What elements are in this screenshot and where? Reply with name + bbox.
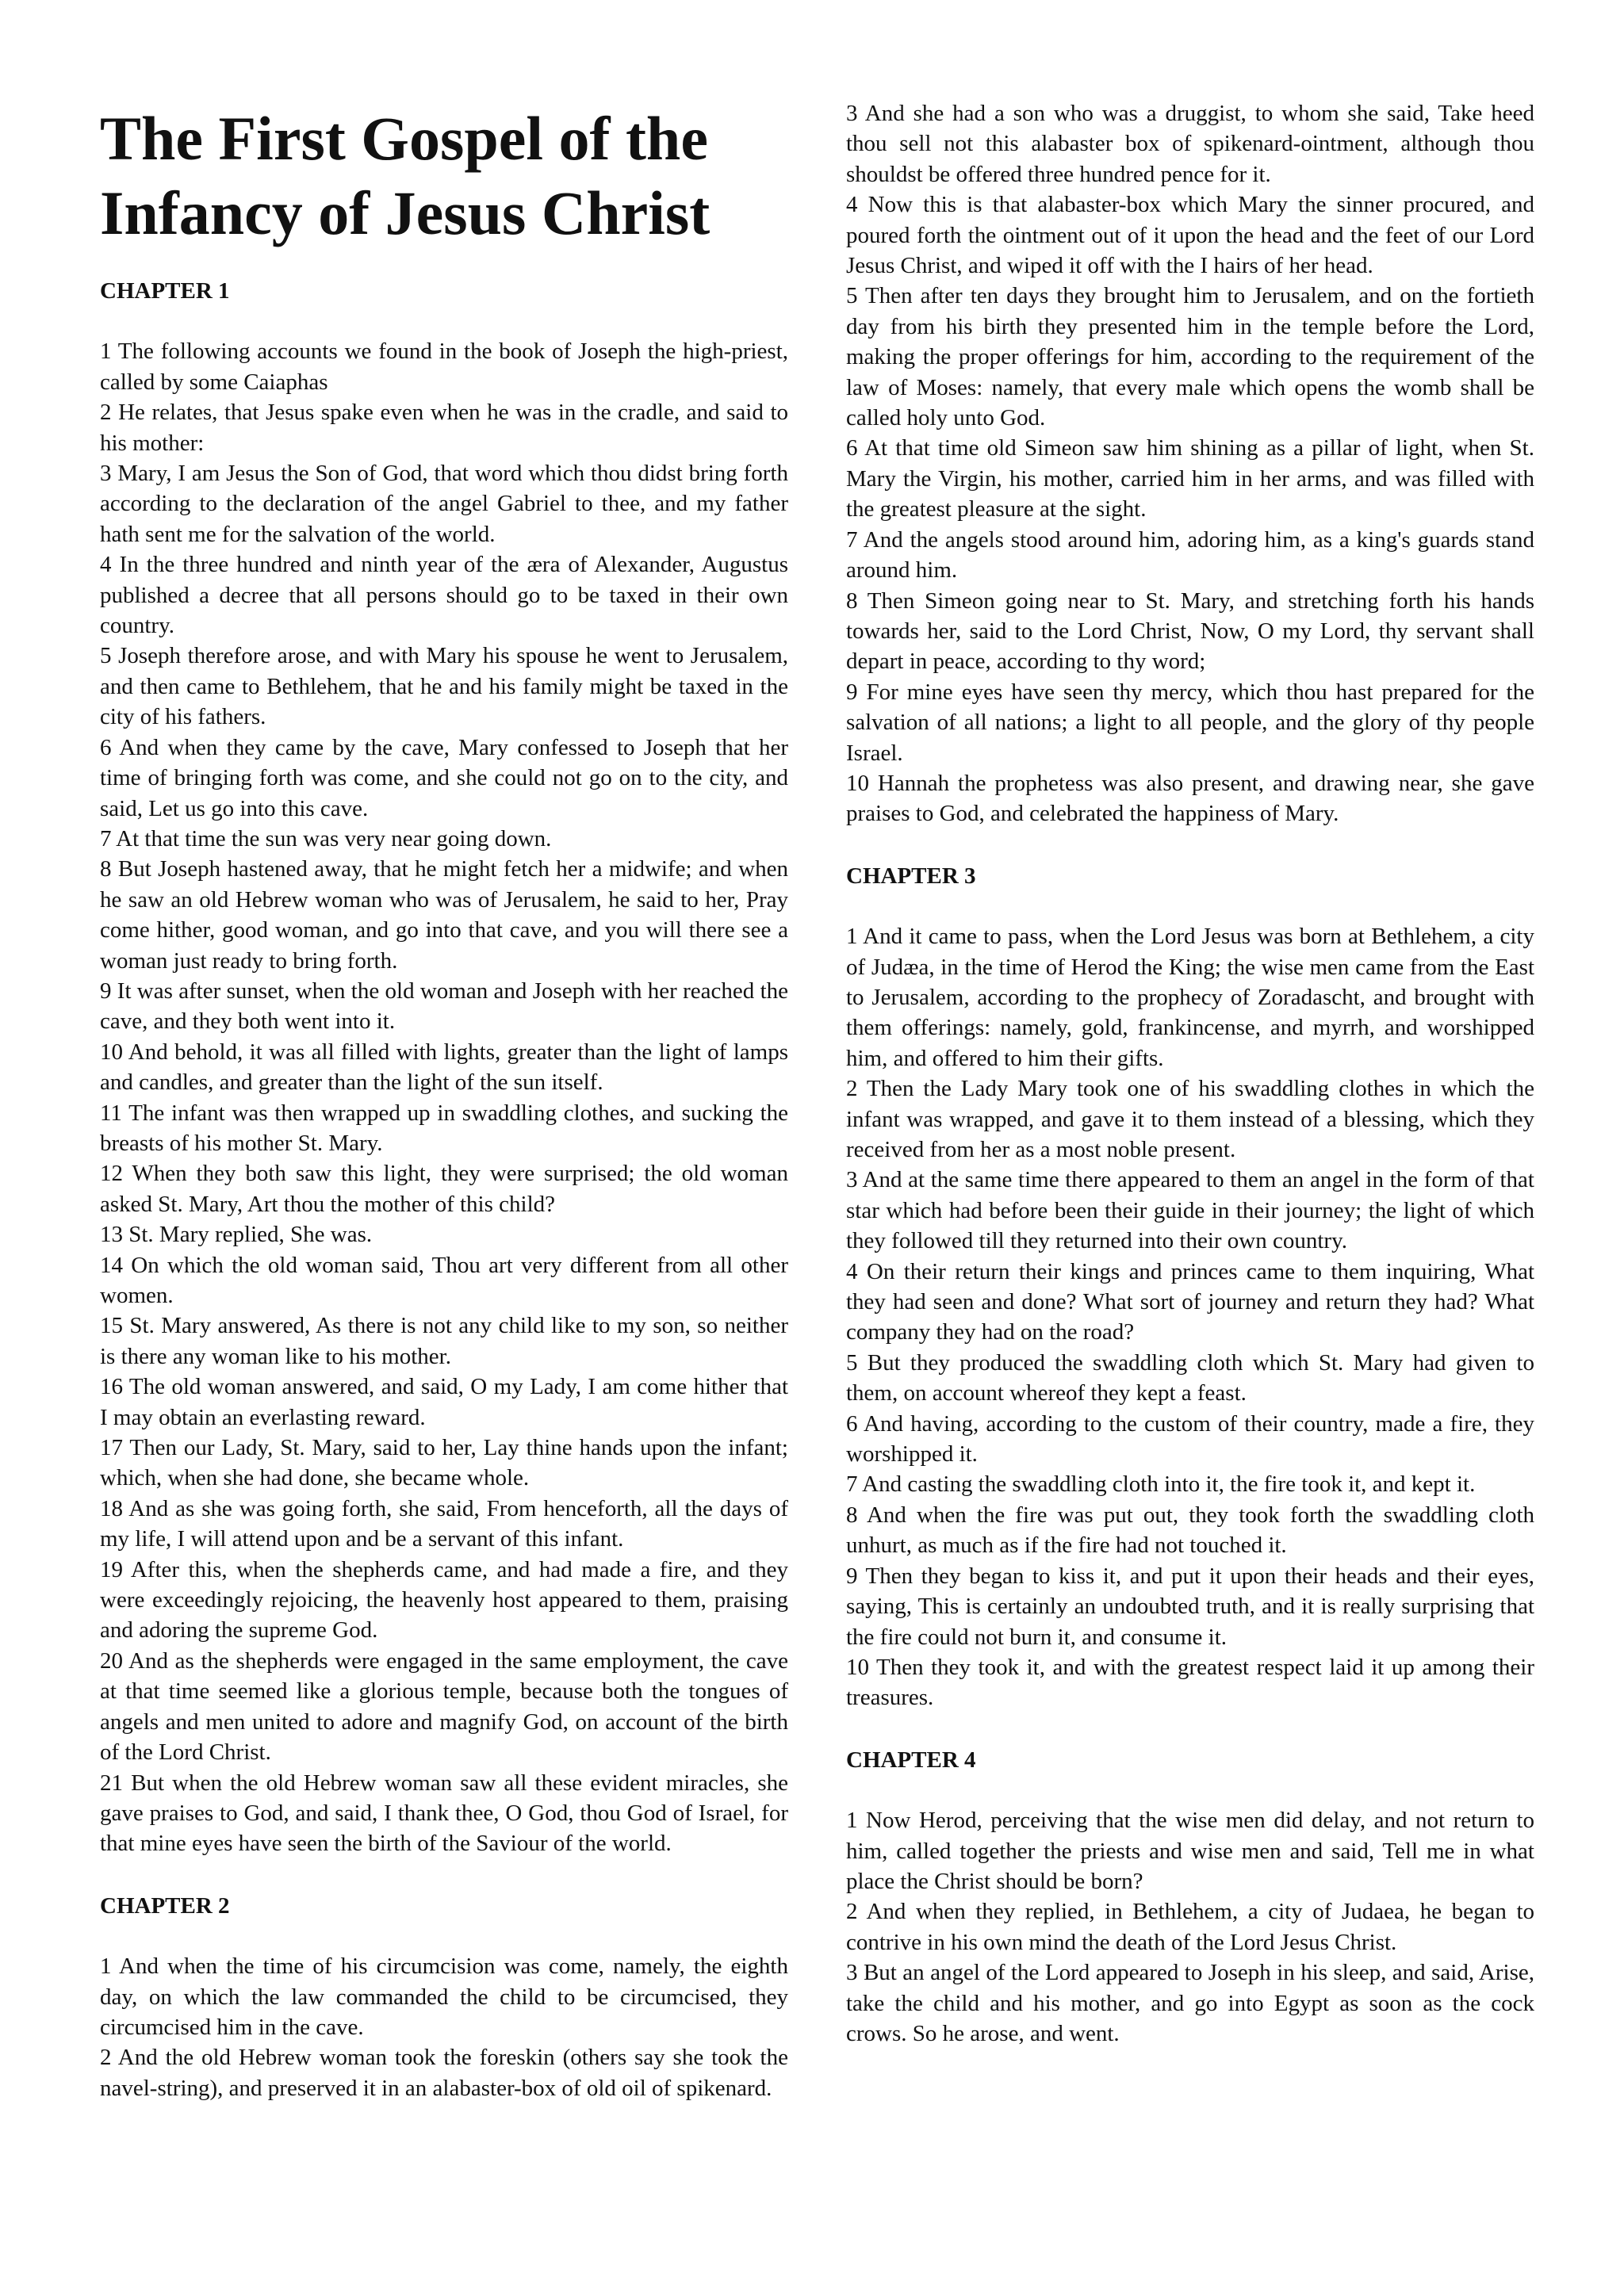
verse: 9 Then they began to kiss it, and put it upon their heads and their eyes, saying, This is certainly an undoubted truth, and it is really surprising that the fire could not burn it, and consume it.	[846, 1563, 1534, 1650]
verse: 2 And when they replied, in Bethlehem, a city of Judaea, he began to contrive in his own mind the death of the Lord Jesus Christ.	[846, 1899, 1534, 1955]
verse: 9 It was after sunset, when the old woman and Joseph with her reached the cave, and they both went into it.	[100, 978, 788, 1035]
verse: 3 Mary, I am Jesus the Son of God, that word which thou didst bring forth according to the declaration of the angel Gabriel to thee, and my father hath sent me for the salvation of the world.	[100, 461, 788, 547]
chapter-heading: CHAPTER 4	[846, 1747, 976, 1773]
verse: 3 And at the same time there appeared to them an angel in the form of that star which had before been their guide in their journey; the light of which they followed till they returned into their own country.	[846, 1167, 1534, 1254]
verse: 15 St. Mary answered, As there is not any child like to my son, so neither is there any woman like to his mother.	[100, 1313, 788, 1369]
verse: 19 After this, when the shepherds came, and had made a fire, and they were exceedingly rejoicing, the heavenly host appeared to them, praising and adoring the supreme God.	[100, 1556, 788, 1644]
verse: 7 And the angels stood around him, adoring him, as a king's guards stand around him.	[846, 526, 1534, 584]
verse: 1 Now Herod, perceiving that the wise men did delay, and not return to him, called together the priests and wise men and said, Tell me in what place the Christ should be born?	[846, 1808, 1534, 1894]
verse: 1 And when the time of his circumcision was come, namely, the eighth day, on which the law commanded the child to be circumcised, they circumcised him in the cave.	[100, 1954, 788, 2040]
chapter-heading: CHAPTER 1	[100, 278, 230, 304]
verse: 2 And the old Hebrew woman took the foreskin (others say she took the navel-string), and preserved it in an alabaster-box of old oil of spikenard.	[100, 2045, 788, 2101]
verse: 16 The old woman answered, and said, O my Lady, I am come hither that I may obtain an everlasting reward.	[100, 1374, 788, 1430]
verse: 14 On which the old woman said, Thou art very different from all other women.	[100, 1252, 788, 1308]
verse: 1 The following accounts we found in the book of Joseph the high-priest, called by some Caiaphas	[100, 339, 788, 395]
verse: 4 In the three hundred and ninth year of the æra of Alexander, Augustus published a decree that all persons should go to be taxed in their own country.	[100, 552, 788, 639]
verse: 10 Then they took it, and with the greatest respect laid it up among their treasures.	[846, 1654, 1534, 1711]
verse: 6 And when they came by the cave, Mary confessed to Joseph that her time of bringing forth was come, and she could not go on to the city, and said, Let us go into this cave.	[100, 734, 788, 821]
verse: 3 And she had a son who was a druggist, to whom she said, Take heed thou sell not this alabaster box of spikenard-ointment, although thou shouldst be offered three hundred pence for it.	[846, 101, 1534, 187]
page-title: The First Gospel of the Infancy of Jesus Christ	[100, 104, 710, 247]
verse: 2 Then the Lady Mary took one of his swaddling clothes in which the infant was wrapped, and gave it to them instead of a blessing, which they received from her as a most noble present.	[846, 1076, 1534, 1162]
verse: 8 And when the fire was put out, they took forth the swaddling cloth unhurt, as much as if the fire had not touched it.	[846, 1502, 1534, 1559]
chapter-heading: CHAPTER 3	[846, 863, 976, 889]
verse: 10 Hannah the prophetess was also present, and drawing near, she gave praises to God, and celebrated the happiness of Mary.	[846, 770, 1534, 827]
verse: 7 At that time the sun was very near going down.	[100, 825, 552, 851]
verse: 18 And as she was going forth, she said, From henceforth, all the days of my life, I will attend upon and be a servant of this infant.	[100, 1495, 788, 1552]
verse: 5 But they produced the swaddling cloth which St. Mary had given to them, on account whereof they kept a feast.	[846, 1349, 1534, 1406]
verse: 8 Then Simeon going near to St. Mary, and stretching forth his hands towards her, said to the Lord Christ, Now, O my Lord, thy servant shall depart in peace, according to thy word;	[846, 587, 1534, 675]
verse: 8 But Joseph hastened away, that he might fetch her a midwife; and when he saw an old Hebrew woman who was of Jerusalem, he said to her, Pray come hither, good woman, and go into that cave, and you will there see a woman just ready to bring forth.	[100, 856, 788, 974]
verse: 10 And behold, it was all filled with lights, greater than the light of lamps and candles, and greater than the light of the sun itself.	[100, 1039, 788, 1096]
verse: 20 And as the shepherds were engaged in the same employment, the cave at that time seemed like a glorious temple, because both the tongues of angels and men united to adore and magnify God, on account of the birth of the Lord Christ.	[100, 1647, 788, 1766]
verse: 12 When they both saw this light, they were surprised; the old woman asked St. Mary, Art thou the mother of this child?	[100, 1161, 788, 1217]
right-column	[846, 98, 1534, 2049]
verse: 6 At that time old Simeon saw him shining as a pillar of light, when St. Mary the Virgin, his mother, carried him in her arms, and was filled with the greatest pleasure at the sight.	[846, 435, 1534, 522]
verse: 11 The infant was then wrapped up in swaddling clothes, and sucking the breasts of his mother St. Mary.	[100, 1100, 788, 1156]
verse: 13 St. Mary replied, She was.	[100, 1222, 373, 1248]
verse: 3 But an angel of the Lord appeared to Joseph in his sleep, and said, Arise, take the child and his mother, and go into Egypt as soon as the cock crows. So he arose, and went.	[846, 1960, 1534, 2046]
verse: 5 Then after ten days they brought him to Jerusalem, and on the fortieth day from his birth they presented him in the temple before the Lord, making the proper offerings for him, according to the requirement of the law of Moses: namely, that every male which opens the womb shall be called holy unto God.	[846, 283, 1534, 431]
verse: 21 But when the old Hebrew woman saw all these evident miracles, she gave praises to God, and said, I thank thee, O God, thou God of Israel, for that mine eyes have seen the birth of the Saviour of the world.	[100, 1770, 788, 1857]
verse: 7 And casting the swaddling cloth into it, the fire took it, and kept it.	[846, 1471, 1476, 1498]
verse: 4 On their return their kings and princes came to them inquiring, What they had seen and done? What sort of journey and return they had? What company they had on the road?	[846, 1258, 1534, 1345]
verse: 17 Then our Lady, St. Mary, said to her, Lay thine hands upon the infant; which, when she had done, she became whole.	[100, 1435, 788, 1491]
left-column	[100, 101, 788, 2103]
verse: 5 Joseph therefore arose, and with Mary his spouse he went to Jerusalem, and then came to Bethlehem, that he and his family might be taxed in the city of his fathers.	[100, 643, 788, 730]
chapter-heading: CHAPTER 2	[100, 1892, 230, 1919]
verse: 1 And it came to pass, when the Lord Jesus was born at Bethlehem, a city of Judæa, in the time of Herod the King; the wise men came from the East to Jerusalem, according to the prophecy of Zoradascht, and brought with them offerings: namely, gold, frankincense, and myrrh, and worshipped him, and offered to him their gifts.	[846, 924, 1534, 1071]
verse: 2 He relates, that Jesus spake even when he was in the cradle, and said to his mother:	[100, 400, 788, 456]
verse: 9 For mine eyes have seen thy mercy, which thou hast prepared for the salvation of all nations; a light to all people, and the glory of thy people Israel.	[846, 679, 1534, 766]
verse: 6 And having, according to the custom of their country, made a fire, they worshipped it.	[846, 1410, 1534, 1468]
verse: 4 Now this is that alabaster-box which Mary the sinner procured, and poured forth the ointment out of it upon the head and the feet of our Lord Jesus Christ, and wiped it off with the I hairs of her head.	[846, 192, 1534, 279]
